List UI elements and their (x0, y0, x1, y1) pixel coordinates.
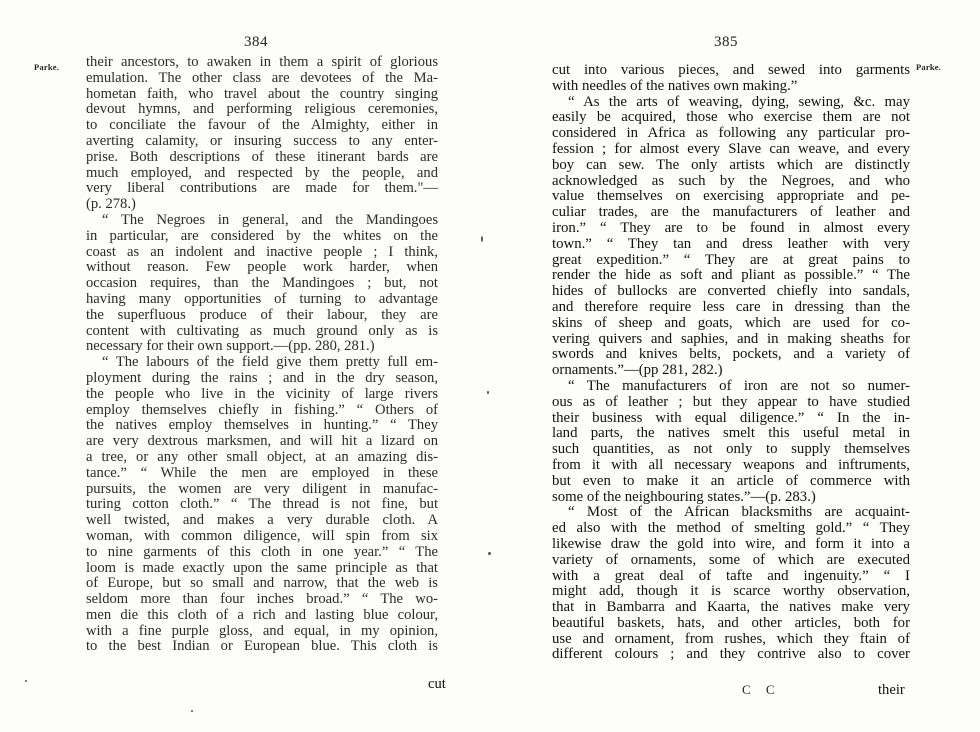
text-line: content with cultivating as much ground only as is (86, 322, 438, 339)
text-line: some of the neighbouring states.”—(p. 283.) (552, 488, 816, 505)
text-line: iron.” “ They are to be found in almost every (552, 219, 910, 236)
text-line: variety of ornaments, some of which are executed (552, 551, 910, 568)
ink-speck (191, 710, 193, 712)
text-line: loom is made exactly upon the same principle as that (86, 559, 438, 576)
text-line: ornaments.”—(pp 281, 282.) (552, 362, 723, 379)
text-line: easily be acquired, those who exercise them are not (552, 109, 910, 126)
text-line: well twisted, and makes a very durable cloth. A (86, 512, 438, 529)
text-line: use and ornament, from rushes, which they ftain of (552, 630, 910, 647)
text-line: might add, though it is scarce worthy observation, (552, 583, 910, 600)
text-line: different colours ; and they contrive also to cover (552, 646, 910, 663)
ink-speck (481, 236, 483, 242)
text-line: tance.” “ While the men are employed in these (86, 464, 438, 481)
text-line: beautiful baskets, hats, and other articles, both for (552, 614, 910, 631)
text-line: men die this cloth of a rich and lasting blue colour, (86, 606, 438, 623)
text-line: in particular, are considered by the whites on the (86, 227, 438, 244)
text-line: devout hymns, and performing religious ceremonies, (86, 101, 438, 118)
text-line: but even to make it an article of commerce with (552, 472, 910, 489)
signature-mark: C C (742, 682, 781, 697)
text-line: and therefore require less care in dressing than the (552, 298, 910, 315)
catchword: their (878, 682, 905, 698)
text-line: of Europe, but so small and narrow, that the web is (86, 575, 438, 592)
text-line: vering quivers and saphies, and in making sheaths for (552, 330, 910, 347)
ink-speck (25, 680, 27, 682)
text-line: with a fine purple gloss, and equal, in my opinion, (86, 622, 438, 639)
text-line: emulation. The other class are devotees of the Ma- (86, 69, 438, 86)
text-line: ed also with the method of smelting gold.” “ They (552, 520, 910, 537)
text-line: occasion requires, than the Mandingoes ; but, not (86, 275, 438, 292)
text-line: ployment during the rains ; and in the dry season, (86, 369, 438, 386)
text-line: land parts, the natives smelt this useful metal in (552, 425, 910, 442)
text-line: the people who live in the vicinity of large rivers (86, 385, 438, 402)
text-line: turing cotton cloth.” “ The thread is not fine, but (86, 496, 438, 513)
text-line: likewise draw the gold into wire, and form it into a (552, 535, 910, 552)
text-line: to nine garments of this cloth in one year.” “ The (86, 543, 438, 560)
margin-note: Parke. (916, 62, 942, 72)
text-line: “ The manufacturers of iron are not so numer- (568, 377, 910, 394)
text-line: to conciliate the favour of the Almighty, either in (86, 117, 438, 134)
text-line: their business with equal diligence.” “ In the in- (552, 409, 910, 426)
text-line: swords and knives belts, pockets, and a variety of (552, 346, 910, 363)
text-line: seldom more than four inches broad.” “ The wo- (86, 591, 438, 608)
text-line: prise. Both descriptions of these itinerant bards are (86, 148, 438, 165)
catchword: cut (428, 676, 446, 692)
text-line: necessary for their own support.—(pp. 280, 281.) (86, 338, 375, 355)
text-line: such quantities, as not only to supply themselves (552, 441, 910, 458)
body-text (86, 55, 438, 655)
margin-note: Parke. (34, 62, 60, 72)
text-line: very liberal contributions are made for them."— (86, 180, 438, 197)
text-line: “ As the arts of weaving, dying, sewing, &c. may (568, 93, 910, 110)
text-line: (p. 278.) (86, 196, 136, 213)
text-line: ous as of leather ; but they appear to have studied (552, 393, 910, 410)
text-line: much employed, and respected by the people, and (86, 164, 438, 181)
page-number: 385 (714, 34, 738, 50)
text-line: town.” “ They tan and dress leather with very (552, 235, 910, 252)
text-line: that in Bambarra and Kaarta, the natives make very (552, 599, 910, 616)
text-line: “ The labours of the field give them pretty full em- (102, 354, 438, 371)
text-line: to the best Indian or European blue. This cloth is (86, 638, 438, 655)
ink-speck (488, 552, 491, 555)
text-line: pursuits, the women are very diligent in manufac- (86, 480, 438, 497)
text-line: “ The Negroes in general, and the Mandingoes (102, 211, 438, 228)
text-line: hides of bullocks are converted chiefly into sandals, (552, 283, 910, 300)
text-line: the superfluous produce of their labour, they are (86, 306, 438, 323)
text-line: “ Most of the African blacksmiths are acquaint- (568, 504, 910, 521)
right-page (490, 0, 980, 732)
text-line: fession ; for almost every Slave can weave, and every (552, 140, 910, 157)
text-line: having many opportunities of turning to advantage (86, 290, 438, 307)
text-line: boy can sew. The only artists which are distinctly (552, 156, 910, 173)
text-line: coast as an indolent and inactive people ; I think, (86, 243, 438, 260)
text-line: are very dextrous marksmen, and will hit a lizard on (86, 433, 438, 450)
text-line: great expedition.” “ They are at great pains to (552, 251, 910, 268)
text-line: considered in Africa as following any particular pro- (552, 125, 910, 142)
text-line: value themselves on exercising appropriate and pe- (552, 188, 910, 205)
text-line: a tree, or any other small object, at an amazing dis- (86, 448, 438, 465)
text-line: woman, with common diligence, will spin from six (86, 527, 438, 544)
text-line: culiar trades, are the manufacturers of leather and (552, 204, 910, 221)
page-number: 384 (244, 34, 268, 50)
text-line: employ themselves chiefly in fishing.” “ Others of (86, 401, 438, 418)
ink-speck (487, 391, 489, 394)
body-text (552, 63, 910, 663)
text-line: the natives employ themselves in hunting.” “ They (86, 417, 438, 434)
text-line: skins of sheep and goats, which are used for co- (552, 314, 910, 331)
text-line: from it with all necessary weapons and inftruments, (552, 456, 910, 473)
text-line: with a great deal of tafte and ingenuity.” “ I (552, 567, 910, 584)
text-line: cut into various pieces, and sewed into garments (552, 62, 910, 78)
text-line: hometan faith, who travel about the country singing (86, 85, 438, 102)
text-line: their ancestors, to awaken in them a spirit of glorious (86, 54, 438, 70)
text-line: without reason. Few people work harder, when (86, 259, 438, 276)
text-line: acknowledged as such by the Negroes, and who (552, 172, 910, 189)
text-line: averting calamity, or insuring success to any enter- (86, 132, 438, 149)
text-line: render the hide as soft and pliant as possible.” “ The (552, 267, 910, 284)
text-line: with needles of the natives own making.” (552, 77, 798, 94)
